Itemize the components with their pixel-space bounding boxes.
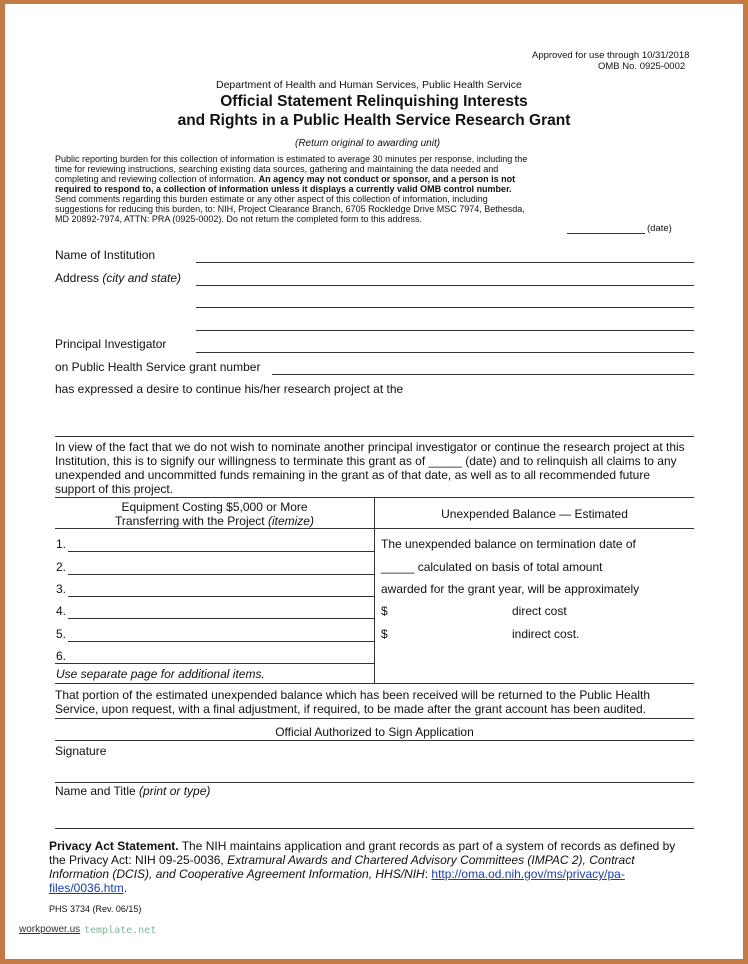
return-statement-1: That portion of the estimated unexpended balance which has been received will be returned to the Public Health xyxy=(55,688,651,702)
burden-line5: Send comments regarding this burden estimate or any other aspect of this collection of information, including xyxy=(55,194,488,204)
return-statement-2: Service, upon request, with a final adjustment, if required, to be made after the grant account has been audited. xyxy=(55,702,647,716)
form-identifier: PHS 3734 (Rev. 06/15) xyxy=(49,904,142,914)
approval-date: Approved for use through 10/31/2018 xyxy=(532,50,690,61)
form-page xyxy=(5,4,743,959)
terms-line1: In view of the fact that we do not wish to nominate another principal investigator or continue the research project at this xyxy=(55,440,685,454)
burden-line1: Public reporting burden for this collection of information is estimated to average 30 minutes per response, including the xyxy=(55,154,528,164)
item-2-field[interactable] xyxy=(68,574,374,575)
omb-number: OMB No. 0925-0002 xyxy=(598,61,686,72)
pi-label: Principal Investigator xyxy=(55,337,167,351)
institution-continue-field[interactable] xyxy=(55,436,694,437)
date-line[interactable] xyxy=(567,233,645,234)
item-5-label: 5. xyxy=(56,627,67,641)
indirect-cost-dollar: $ xyxy=(381,627,388,641)
item-3-field[interactable] xyxy=(68,596,374,597)
name-title-field[interactable] xyxy=(55,828,694,829)
desire-statement: has expressed a desire to continue his/her research project at the xyxy=(55,382,404,396)
indirect-cost-label: indirect cost. xyxy=(512,627,580,641)
watermark-template: template.net xyxy=(84,925,157,936)
date-label: (date) xyxy=(647,223,672,234)
direct-cost-label: direct cost xyxy=(512,604,567,618)
table-header-border xyxy=(55,528,694,529)
table-bottom-border xyxy=(55,683,694,684)
official-heading: Official Authorized to Sign Application xyxy=(275,725,474,739)
item-1-field[interactable] xyxy=(68,551,374,552)
name-title-label: Name and Title (print or type) xyxy=(55,784,211,798)
burden-line3: completing and reviewing collection of information. An agency may not conduct or sponsor, and a person is not xyxy=(55,174,516,184)
institution-label: Name of Institution xyxy=(55,248,156,262)
address-field-1[interactable] xyxy=(196,285,694,286)
burden-line4: required to respond to, a collection of information unless it displays a currently valid OMB control number. xyxy=(55,184,512,194)
privacy-line3: Information (DCIS), and Cooperative Agreement Information, HHS/NIH: http://oma.od.nih.gov/ms/privacy/pa- xyxy=(49,867,625,881)
address-field-3[interactable] xyxy=(196,330,694,331)
balance-text-3: awarded for the grant year, will be approximately xyxy=(381,582,640,596)
address-field-2[interactable] xyxy=(196,307,694,308)
privacy-link-cont[interactable]: files/0036.htm xyxy=(49,881,124,895)
item-1-label: 1. xyxy=(56,537,67,551)
department-name: Department of Health and Human Services, Public Health Service xyxy=(216,79,522,91)
official-heading-line xyxy=(55,740,694,741)
institution-field[interactable] xyxy=(196,262,694,263)
item-3-label: 3. xyxy=(56,582,67,596)
divider xyxy=(55,718,694,719)
privacy-line4: files/0036.htm. xyxy=(49,881,128,895)
terms-line2: Institution, this is to signify our willingness to terminate this grant as of _____ (date) and to relinquish all claims to any xyxy=(55,454,677,468)
balance-header: Unexpended Balance — Estimated xyxy=(441,507,628,521)
item-2-label: 2. xyxy=(56,560,67,574)
pi-field[interactable] xyxy=(196,352,694,353)
item-4-label: 4. xyxy=(56,604,67,618)
burden-line2: time for reviewing instructions, searching existing data sources, gathering and maintaining the data needed and xyxy=(55,164,499,174)
terms-line3: unexpended and uncommitted funds remaining in the grant as of that date, as well as to all recommended future xyxy=(55,468,651,482)
item-4-field[interactable] xyxy=(68,618,374,619)
terms-line4: support of this project. xyxy=(55,482,174,496)
burden-line6: suggestions for reducing this burden, to: NIH, Project Clearance Branch, 6705 Rockledge Drive MSC 7974, Bethesda, xyxy=(55,204,525,214)
signature-label: Signature xyxy=(55,744,107,758)
item-6-field[interactable] xyxy=(55,663,374,664)
grant-number-field[interactable] xyxy=(272,374,694,375)
table-divider xyxy=(374,497,375,683)
privacy-line2: the Privacy Act: NIH 09-25-0036, Extramural Awards and Chartered Advisory Committees (IMPAC 2), Contract xyxy=(49,853,635,867)
item-5-field[interactable] xyxy=(68,641,374,642)
balance-text-2: _____ calculated on basis of total amount xyxy=(381,560,603,574)
equipment-header-2: Transferring with the Project (itemize) xyxy=(115,514,314,528)
privacy-link[interactable]: http://oma.od.nih.gov/ms/privacy/pa- xyxy=(431,867,625,881)
additional-items-note: Use separate page for additional items. xyxy=(56,667,265,681)
item-6-label: 6. xyxy=(56,649,67,663)
signature-field[interactable] xyxy=(55,782,694,783)
address-label: Address (city and state) xyxy=(55,271,182,285)
direct-cost-dollar: $ xyxy=(381,604,388,618)
burden-line7: MD 20892-7974, ATTN: PRA (0925-0002). Do not return the completed form to this address. xyxy=(55,214,423,224)
form-subtitle: (Return original to awarding unit) xyxy=(295,138,441,149)
equipment-header-1: Equipment Costing $5,000 or More xyxy=(121,500,308,514)
watermark-workpower: workpower.us xyxy=(19,924,81,935)
privacy-line1: Privacy Act Statement. The NIH maintains application and grant records as part of a system of records as defined by xyxy=(49,839,676,853)
form-title-line1: Official Statement Relinquishing Interests xyxy=(220,93,528,110)
grant-number-label: on Public Health Service grant number xyxy=(55,360,261,374)
balance-text-1: The unexpended balance on termination date of xyxy=(381,537,636,551)
form-title-line2: and Rights in a Public Health Service Research Grant xyxy=(177,112,571,129)
